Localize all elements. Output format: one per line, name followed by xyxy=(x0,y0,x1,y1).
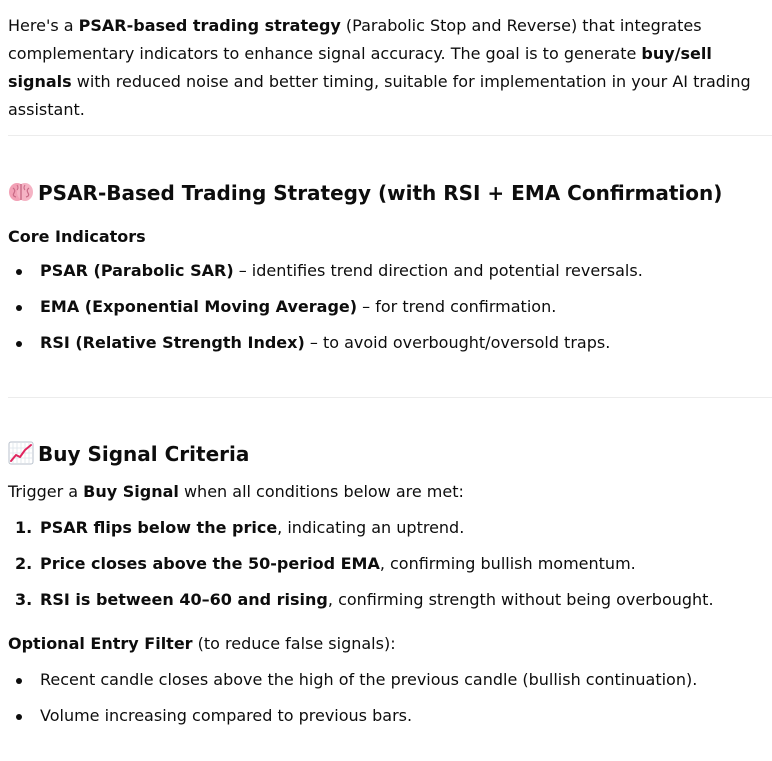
section-title: Buy Signal Criteria xyxy=(38,442,250,466)
core-indicators-list xyxy=(8,259,643,367)
item-text: Recent candle closes above the high of the previous candle (bullish continuation). xyxy=(40,670,698,689)
item-text: , indicating an uptrend. xyxy=(277,518,465,537)
divider xyxy=(8,135,772,136)
trigger-text-1: Trigger a xyxy=(8,482,84,501)
trigger-bold: Buy Signal xyxy=(83,482,179,501)
intro-text-2: (Parabolic Stop and Reverse) that integrates complementary indicators to enhance signal accuracy. The goal is to generate xyxy=(8,16,702,63)
bullet-icon xyxy=(16,305,22,311)
step-number: 1. xyxy=(15,518,33,537)
list-item xyxy=(8,704,697,728)
list-item xyxy=(8,668,697,692)
section-heading-buy-signal xyxy=(8,440,249,468)
intro-bold-signals: buy/sell signals xyxy=(8,44,712,91)
bullet-icon xyxy=(16,678,22,684)
trigger-text-2: when all conditions below are met: xyxy=(178,482,464,501)
item-text: – to avoid overbought/oversold traps. xyxy=(304,333,611,352)
bullet-icon xyxy=(16,269,22,275)
item-bold: Price closes above the 50-period EMA xyxy=(40,554,380,573)
list-item xyxy=(8,552,714,576)
brain-icon xyxy=(8,180,34,204)
step-number: 3. xyxy=(15,590,33,609)
list-item xyxy=(8,331,643,355)
filter-bold: Optional Entry Filter xyxy=(8,634,193,653)
item-bold: PSAR flips below the price xyxy=(40,518,278,537)
item-bold: RSI (Relative Strength Index) xyxy=(40,333,305,352)
item-bold: RSI is between 40–60 and rising xyxy=(40,590,328,609)
item-text: , confirming strength without being overbought. xyxy=(327,590,714,609)
bullet-icon xyxy=(16,714,22,720)
item-text: Volume increasing compared to previous bars. xyxy=(40,706,413,725)
divider xyxy=(8,397,772,398)
list-item xyxy=(8,516,714,540)
intro-text-3: with reduced noise and better timing, suitable for implementation in your AI trading assistant. xyxy=(8,72,751,119)
item-text: – for trend confirmation. xyxy=(357,297,557,316)
filter-text: (to reduce false signals): xyxy=(192,634,396,653)
core-indicators-text: Core Indicators xyxy=(8,227,146,246)
list-item xyxy=(8,588,714,612)
item-bold: PSAR (Parabolic SAR) xyxy=(40,261,234,280)
optional-filter-list xyxy=(8,668,697,740)
intro-bold-strategy: PSAR-based trading strategy xyxy=(78,16,341,35)
item-text: , confirming bullish momentum. xyxy=(379,554,636,573)
item-bold: EMA (Exponential Moving Average) xyxy=(40,297,358,316)
intro-text-1: Here's a xyxy=(8,16,79,35)
trigger-line xyxy=(8,480,464,504)
section-heading-strategy xyxy=(8,179,722,207)
chart-increasing-icon xyxy=(8,441,34,465)
list-item xyxy=(8,259,643,283)
buy-criteria-list xyxy=(8,516,714,624)
core-indicators-label xyxy=(8,225,146,249)
item-text: – identifies trend direction and potential reversals. xyxy=(233,261,643,280)
step-number: 2. xyxy=(15,554,33,573)
intro-paragraph xyxy=(8,12,764,124)
optional-filter-line xyxy=(8,632,396,656)
bullet-icon xyxy=(16,341,22,347)
section-title: PSAR-Based Trading Strategy (with RSI + EMA Confirmation) xyxy=(38,181,723,205)
list-item xyxy=(8,295,643,319)
